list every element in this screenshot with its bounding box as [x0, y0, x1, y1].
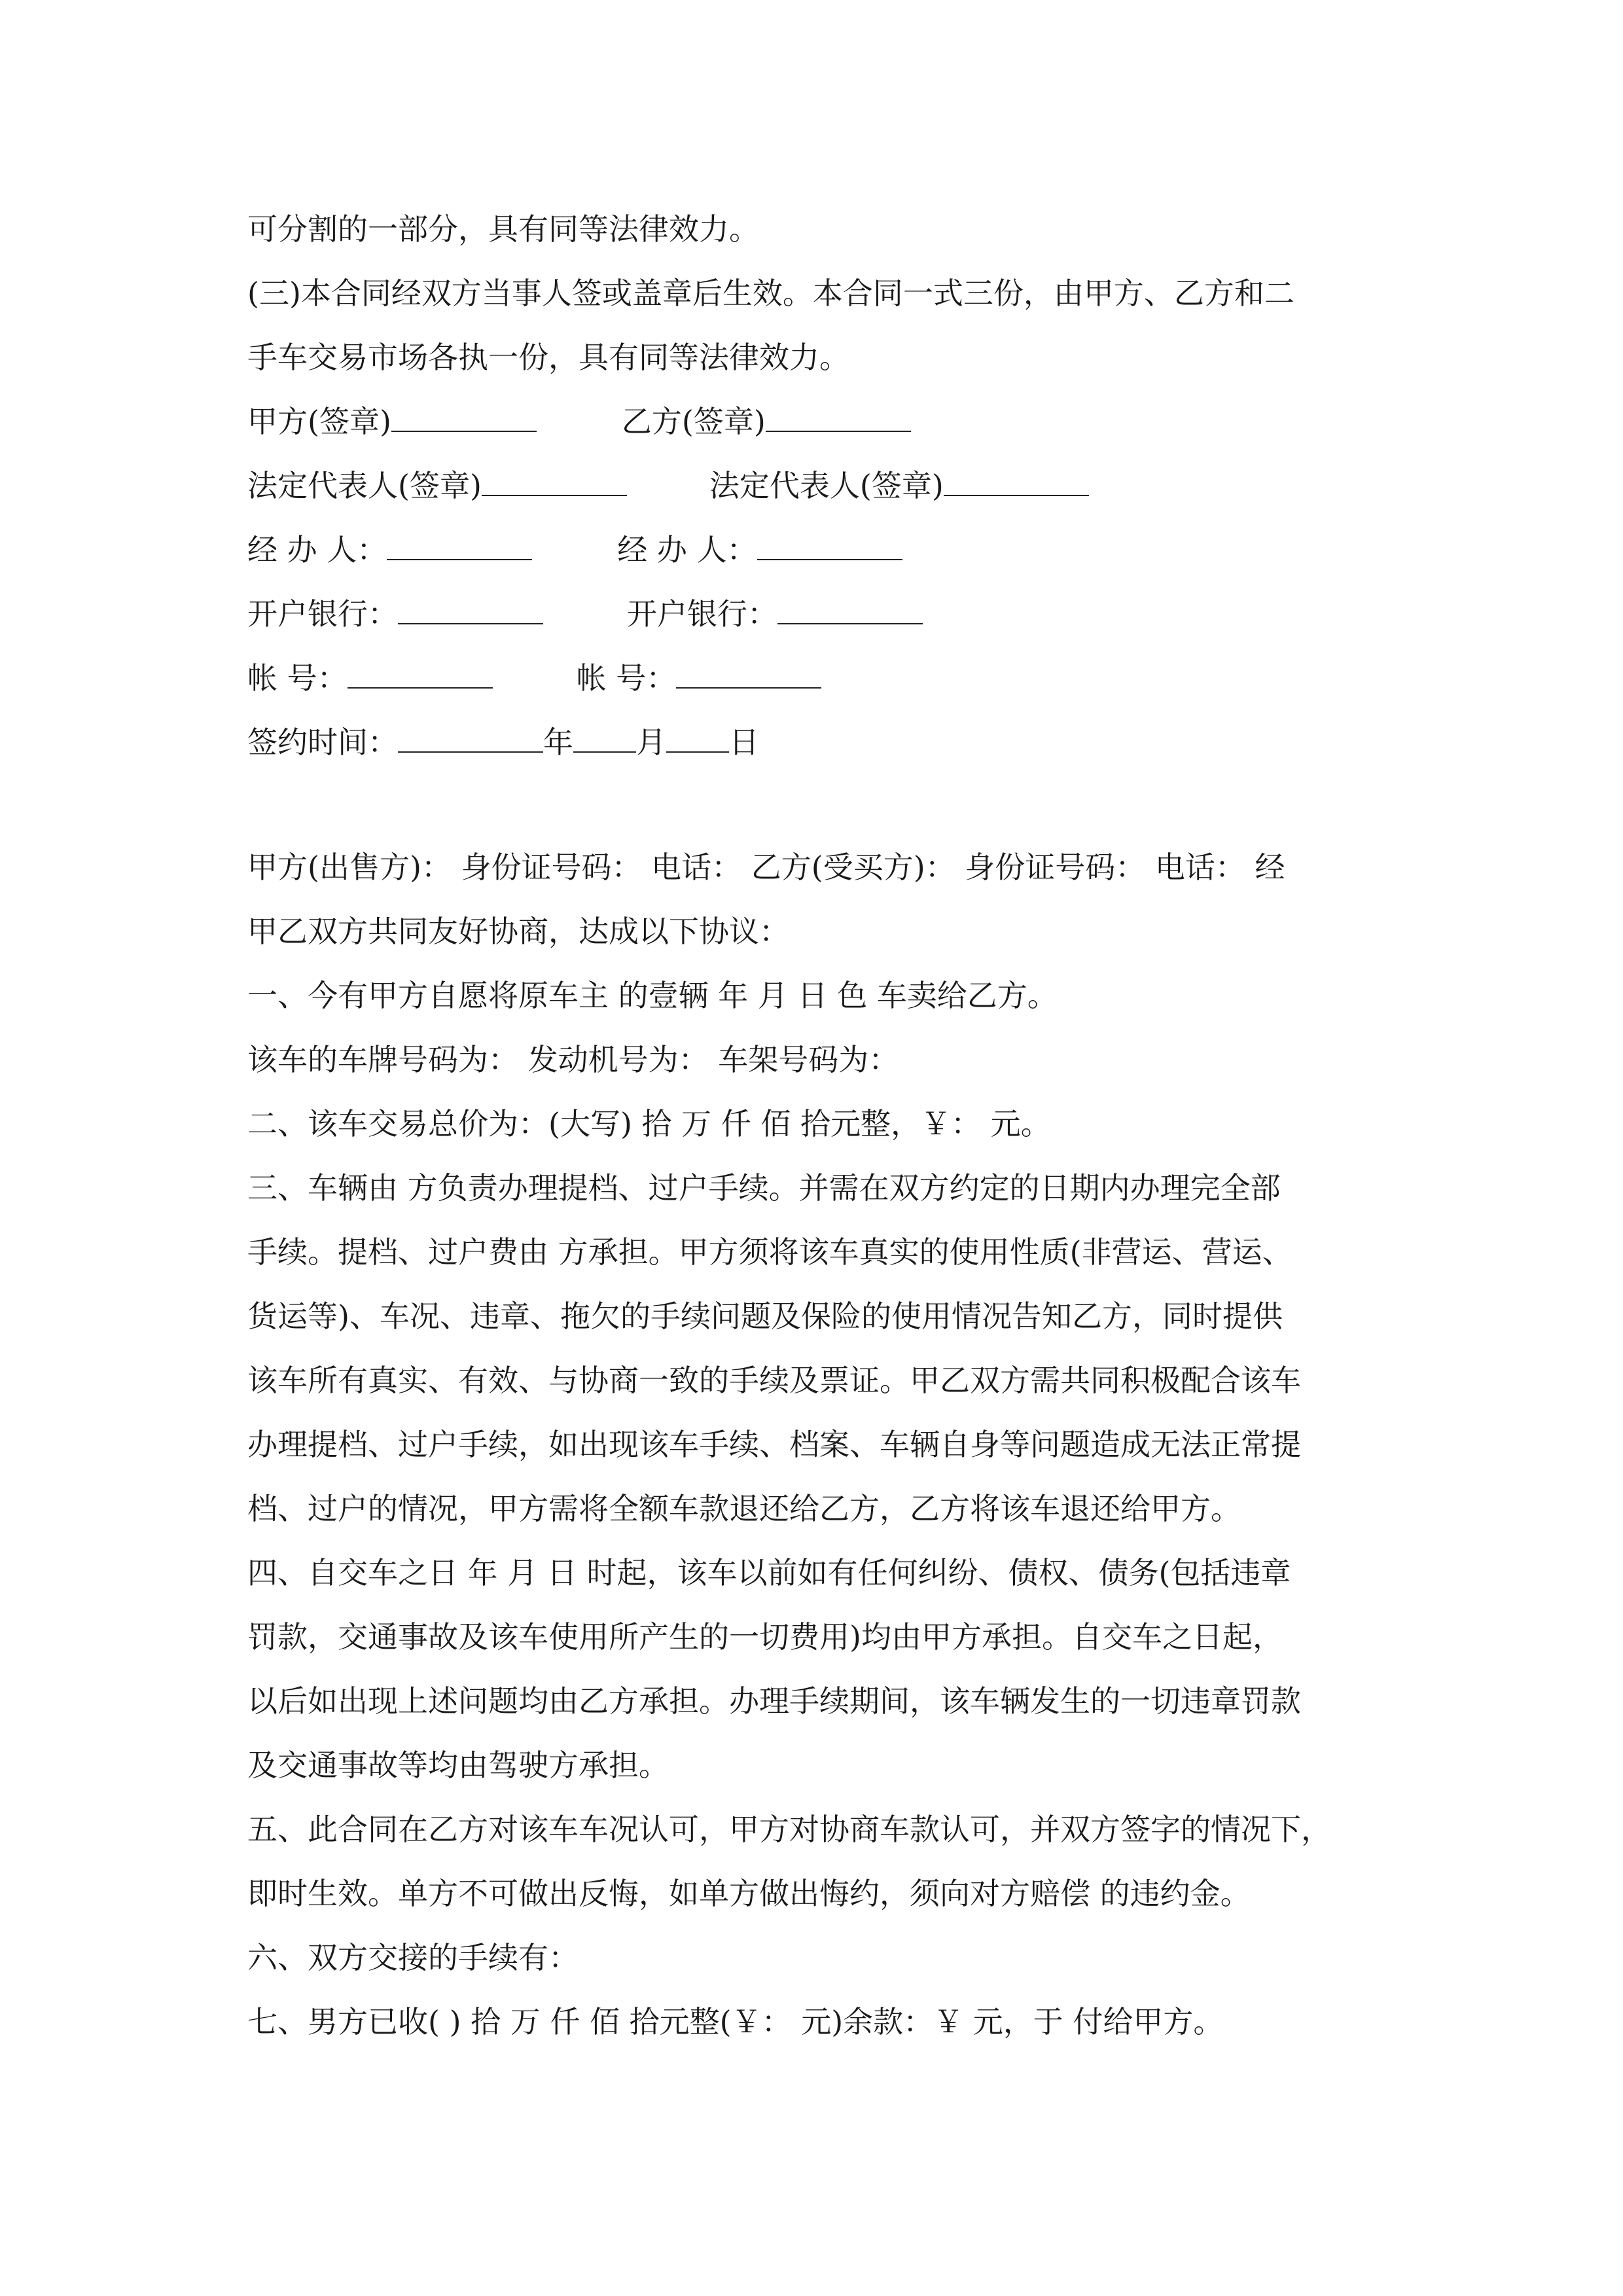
sign-month-blank: [573, 723, 636, 753]
contract-text-line: 货运等)、车况、违章、拖欠的手续问题及保险的使用情况告知乙方，同时提供: [247, 1299, 1283, 1334]
contract-text-line: 手续。提档、过户费由 方承担。甲方须将该车真实的使用性质(非营运、营运、: [247, 1234, 1293, 1270]
sign-time-label: 签约时间：: [247, 725, 398, 760]
account-b-label: 帐 号：: [576, 660, 677, 696]
bank-row: [247, 594, 923, 634]
sign-time-row: [247, 723, 759, 762]
contract-text-line: 即时生效。单方不可做出反悔，如单方做出悔约，须向对方赔偿 的违约金。: [247, 1876, 1251, 1911]
bank-a-label: 开户银行：: [247, 596, 398, 632]
legal-rep-b-blank: [944, 466, 1089, 496]
handler-row: [247, 530, 902, 569]
clause-text-line: (三)本合同经双方当事人签或盖章后生效。本合同一式三份，由甲方、乙方和二: [247, 276, 1294, 311]
contract-text-line: 二、该车交易总价为：(大写) 拾 万 仟 佰 拾元整，￥： 元。: [247, 1106, 1051, 1141]
contract-text-line: 及交通事故等均由驾驶方承担。: [247, 1748, 669, 1783]
party-b-sign-blank: [766, 402, 911, 432]
party-a-sign-blank: [391, 402, 537, 432]
bank-a-blank: [398, 594, 543, 624]
legal-rep-signature-row: [247, 466, 1089, 505]
bank-b-blank: [777, 594, 923, 624]
party-b-sign-label: 乙方(签章): [621, 404, 766, 439]
legal-rep-a-label: 法定代表人(签章): [247, 468, 482, 503]
account-b-blank: [676, 658, 821, 689]
contract-text-line: 罚款，交通事故及该车使用所产生的一切费用)均由甲方承担。自交车之日起，: [247, 1619, 1283, 1655]
contract-text-line: 该车的车牌号码为： 发动机号为： 车架号码为：: [247, 1042, 899, 1077]
contract-text-line: 以后如出现上述问题均由乙方承担。办理手续期间，该车辆发生的一切违章罚款: [247, 1683, 1301, 1719]
month-label: 月: [636, 725, 666, 760]
handler-a-blank: [387, 530, 532, 560]
contract-text-line: 四、自交车之日 年 月 日 时起，该车以前如有任何纠纷、债权、债务(包括违章: [247, 1555, 1291, 1590]
account-a-blank: [348, 658, 493, 689]
contract-text-line: 七、男方已收( ) 拾 万 仟 佰 拾元整(￥： 元)余款：￥ 元，于 付给甲方。: [247, 2004, 1224, 2039]
contract-text-line: 六、双方交接的手续有：: [247, 1940, 579, 1975]
clause-text-line: 可分割的一部分，具有同等法律效力。: [247, 211, 759, 247]
sign-year-blank: [398, 723, 543, 753]
clause-text-line: 手车交易市场各执一份，具有同等法律效力。: [247, 340, 849, 375]
contract-text-line: 五、此合同在乙方对该车车况认可，甲方对协商车款认可，并双方签字的情况下，: [247, 1812, 1331, 1847]
contract-text-line: 该车所有真实、有效、与协商一致的手续及票证。甲乙双方需共同积极配合该车: [247, 1363, 1301, 1398]
contract-text-line: 三、车辆由 方负责办理提档、过户手续。并需在双方约定的日期内办理完全部: [247, 1170, 1281, 1206]
handler-b-label: 经 办 人：: [617, 532, 757, 567]
bank-b-label: 开户银行：: [627, 596, 777, 632]
contract-text-line: 甲乙双方共同友好协商，达成以下协议：: [247, 914, 789, 949]
contract-text-line: 甲方(出售方)： 身份证号码： 电话： 乙方(受买方)： 身份证号码： 电话： 经: [247, 850, 1285, 885]
party-signature-row: [247, 402, 911, 441]
contract-text-line: 档、过户的情况，甲方需将全额车款退还给乙方，乙方将该车退还给甲方。: [247, 1491, 1241, 1526]
account-a-label: 帐 号：: [247, 660, 348, 696]
contract-text-line: 一、今有甲方自愿将原车主 的壹辆 年 月 日 色 车卖给乙方。: [247, 978, 1058, 1013]
contract-text-line: 办理提档、过户手续，如出现该车手续、档案、车辆自身等问题造成无法正常提: [247, 1427, 1301, 1462]
party-a-sign-label: 甲方(签章): [247, 404, 391, 439]
sign-day-blank: [666, 723, 729, 753]
day-label: 日: [729, 725, 759, 760]
legal-rep-a-blank: [482, 466, 627, 496]
year-label: 年: [543, 725, 573, 760]
handler-b-blank: [757, 530, 902, 560]
account-row: [247, 658, 821, 698]
legal-rep-b-label: 法定代表人(签章): [709, 468, 944, 503]
handler-a-label: 经 办 人：: [247, 532, 387, 567]
